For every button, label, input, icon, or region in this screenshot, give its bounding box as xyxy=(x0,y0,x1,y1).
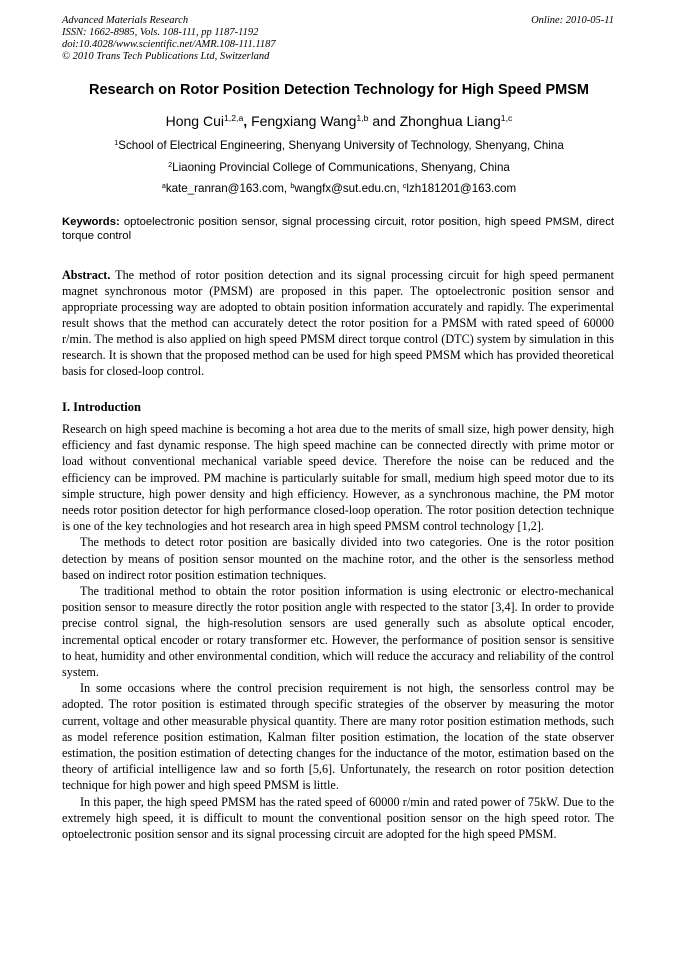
email-b: wangfx@sut.edu.cn, xyxy=(294,182,403,195)
paper-title: Research on Rotor Position Detection Technology for High Speed PMSM xyxy=(88,82,590,98)
email-c-mark: c xyxy=(402,181,407,191)
paragraph-5: In this paper, the high speed PMSM has the rated speed of 60000 r/min and rated power of 75kW. Due to the extremely high speed, it is difficult to mount the conventional position sensor on the high speed rotor. The optoelectronic position sensor and its signal processing circuit are adopted for the high speed PMSM. xyxy=(62,794,614,842)
affiliation-1 xyxy=(40,139,638,152)
issn-line: ISSN: 1662-8985, Vols. 108-111, pp 1187-1192 xyxy=(62,27,259,38)
journal-header xyxy=(62,15,614,63)
email-a: kate_ranran@163.com, xyxy=(165,182,291,195)
email-line xyxy=(40,182,638,195)
email-b-mark: b xyxy=(290,181,295,191)
abstract-block xyxy=(62,267,614,379)
section-heading-introduction: I. Introduction xyxy=(62,400,141,414)
keywords-text: optoelectronic position sensor, signal processing circuit, rotor position, high speed PMSM, direct torque control xyxy=(62,216,614,242)
doi-line: doi:10.4028/www.scientific.net/AMR.108-111.1187 xyxy=(62,39,276,50)
journal-name: Advanced Materials Research xyxy=(62,15,189,26)
author-2: Fengxiang Wang xyxy=(251,113,357,129)
affiliation-2 xyxy=(40,161,638,174)
affiliation-2-mark: 2 xyxy=(168,160,173,170)
copyright-line: © 2010 Trans Tech Publications Ltd, Switzerland xyxy=(62,51,270,62)
affiliation-2-text: Liaoning Provincial College of Communications, Shenyang, China xyxy=(172,161,510,174)
introduction-body xyxy=(62,421,614,842)
author-3: Zhonghua Liang xyxy=(399,113,501,129)
keywords-label: Keywords: xyxy=(62,216,120,228)
online-date: Online: 2010-05-11 xyxy=(531,15,614,26)
paragraph-1: Research on high speed machine is becoming a hot area due to the merits of small size, high power density, high efficiency and fast dynamic response. The high speed machine can be connected directly with prime motor or load without conventional mechanical variable speed device. Therefore the noise can be reduced and the efficiency can be improved. PM machine is particularly suitable for small, medium high speed motor due to its simple structure, high power density and high efficiency. However, as a synchronous machine, the PM motor needs rotor position detector for high performance closed-loop operation. The rotor position detection technique is one of the key technologies and hot research area in high speed PMSM control technology [1,2]. xyxy=(62,422,614,534)
affiliation-1-mark: 1 xyxy=(114,138,119,148)
paragraph-4: In some occasions where the control precision requirement is not high, the sensorless control may be adopted. The rotor position is estimated through specific strategies of the observer by measuring the motor current, voltage and other measurable physical quantity. There are many rotor position estimation methods, such as model reference position estimation, Kalman filter position estimation, the location of the state observer estimation, the position estimation of detecting changes for the inductance of the motor, estimation based on the theory of artificial intelligence law and so forth [5,6]. Unfortunately, the research on rotor position detection technique for high power and high speed PMSM is little. xyxy=(62,681,614,793)
email-a-mark: a xyxy=(161,181,166,191)
author-3-affil: 1,c xyxy=(500,113,513,124)
abstract-text: The method of rotor position detection and its signal processing circuit for high speed permanent magnet synchronous motor (PMSM) are proposed in this paper. The optoelectronic position sensor and appropriate processing way are adopted to obtain position information accurately and rapidly. The experimental result shows that the method can accurately detect the rotor position for a PMSM with rated speed of 60000 r/min. The method is also applied on high speed PMSM direct torque control (DTC) system by simulation in this research. It is shown that the proposed method can be used for high speed PMSM which has provided theoretical basis for closed-loop control. xyxy=(62,268,614,378)
paragraph-3: The traditional method to obtain the rotor position information is using electronic or electro-mechanical position sensor to measure directly the rotor position angle with respected to the stator [3,4]. In order to provide precise control signal, the high-resolution sensors are used generally such as absolute optical encoder, incremental optical encoder or rotary transformer etc. However, the performance of position sensor is sensitive to heat, humidity and other environmental condition, which will reduce the accuracy and reliability of the control system. xyxy=(62,584,614,680)
paragraph-2: The methods to detect rotor position are basically divided into two categories. One is the rotor position detection by means of position sensor mounted on the machine rotor, and the other is the sensorless method based on indirect rotor position estimation techniques. xyxy=(62,535,614,582)
keywords-block xyxy=(62,215,614,243)
author-line xyxy=(40,113,638,129)
author-2-affil: 1,b xyxy=(356,113,369,124)
author-separator: , xyxy=(243,113,252,129)
email-c: lzh181201@163.com xyxy=(406,182,517,195)
author-1: Hong Cui xyxy=(165,113,224,129)
abstract-label: Abstract. xyxy=(62,268,111,282)
affiliation-1-text: School of Electrical Engineering, Shenyang University of Technology, Shenyang, China xyxy=(118,139,564,152)
author-1-affil: 1,2,a xyxy=(223,113,244,124)
author-separator-and: and xyxy=(368,113,400,129)
